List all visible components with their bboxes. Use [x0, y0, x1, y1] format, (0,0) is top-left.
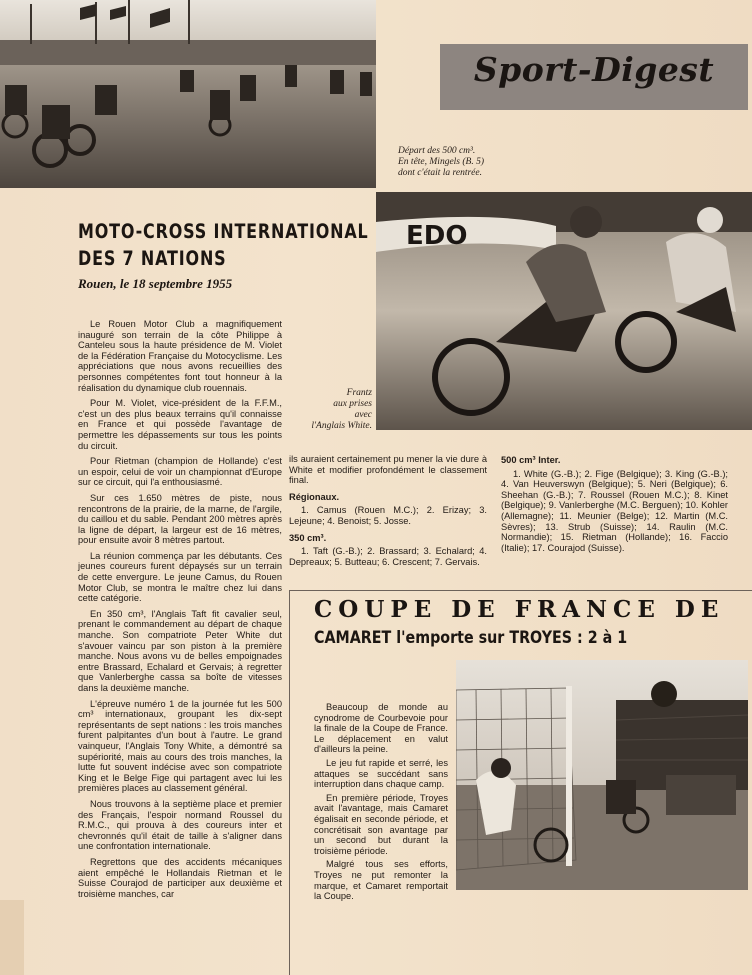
paragraph: Pour M. Violet, vice-président de la F.F.M., c'est un des plus beaux terrains qu'il connaisse en France et qui possède l'avantage de permettre les dépassements sur tous les points du circuit. [78, 398, 282, 451]
results-text: 1. Camus (Rouen M.C.); 2. Erizay; 3. Lejeune; 4. Benoist; 5. Josse. [289, 505, 487, 526]
paragraph: Regrettons que des accidents mécaniques aient empêché le Hollandais Rietman et le Suisse Courajod de participer aux deuxième et troisième manches, car [78, 856, 282, 899]
paragraph: ils auraient certainement pu mener la vie dure à White et modifier profondément le classement final. [289, 454, 487, 486]
paragraph: Sur ces 1.650 mètres de piste, nous rencontrons de la prairie, de la marne, de l'argile, du caillou et du sable. Pendant 200 mètres après la ligne de départ, la largeur est de 16 mètres, pour ensuite avoir 8 mètres partout. [78, 492, 282, 546]
sport-digest-banner [440, 44, 748, 110]
results-heading: 350 cm³. [289, 532, 327, 543]
paragraph: En 350 cm³, l'Anglais Taft fit cavalier seul, prenant le commandement au départ de chaque manche. Son compatriote Peter White dut s'avouer vaincu par son piston à la première manche. Nous avons vu de belles empoignades entre Brassard, Echalard et Gervais; à regretter que Vanlerberghe cassa sa boîte de vitesses dans la deuxième manche. [78, 608, 282, 693]
torn-corner [0, 900, 24, 975]
paragraph: Le jeu fut rapide et serré, les attaques se succédant sans interruption dans chaque camp. [314, 757, 448, 790]
article-column-2 [289, 454, 487, 571]
banner-title: Sport-Digest [473, 50, 715, 89]
headline-line-2: DES 7 NATIONS [78, 247, 227, 270]
rider-caption: Frantz aux prises avec l'Anglais White. [311, 388, 372, 431]
race-start-photo [0, 0, 376, 188]
svg-text:EDO: EDO [406, 221, 468, 251]
results-heading: 500 cm³ Inter. [501, 455, 561, 465]
paragraph: L'épreuve numéro 1 de la journée fut les 500 cm³ internationaux, groupant les dix-sept représentants de sept nations : les trois manches furent palpitantes d'un bout à l'autre. Le grand vainqueur, l'Anglais Tony White, a démontré sa supériorité, mais au cours des trois manches, la lutte fut souvent indécise avec son compatriote King et le Belge Fige qui partagent avec lui les premières places au classement général. [78, 698, 282, 794]
coupe-headline: COUPE DE FRANCE DE [314, 596, 725, 623]
headline-line-1: MOTO-CROSS INTERNATIONAL [78, 220, 369, 243]
paragraph: La réunion commença par les débutants. Ces jeunes coureurs furent dépaysés sur un terrain de cette envergure. Le jeune Camus, du Rouen Motor Club, se montra le maître chez lui dans cette catégorie. [78, 550, 282, 604]
article-headline [78, 218, 369, 272]
results-text: 1. Taft (G.-B.); 2. Brassard; 3. Echalard; 4. Depreaux; 5. Butteau; 6. Crescent; 7. Gervais. [289, 546, 487, 567]
paragraph: Malgré tous ses efforts, Troyes ne put remonter la marque, et Camaret remportait la Coupe. [314, 859, 448, 902]
article-column-1 [78, 319, 282, 904]
results-text: 1. White (G.-B.); 2. Fige (Belgique); 3. King (G.-B.); 4. Van Heuverswyn (Belgique); 5. Neri (Belgique); 6. Sheehan (G.-B.); 7. Roussel (Rouen M.C.); 8. Kinet (Belgique); 9. Vanlerberghe (M.C. Berguen); 10. Kohler (Allemagne); 11. Meunier (Belge); 12. Martin (M.C. Sèvres); 13. Strub (Suisse); 14. Raulin (M.C. Normandie); 15. Rietman (Hollande); 16. Faccio (Italie); 17. Courajod (Suisse). [501, 468, 728, 553]
race-start-caption: Départ des 500 cm³. En tête, Mingels (B. 5) dont c'était la rentrée. [398, 146, 485, 178]
coupe-subheadline: CAMARET l'emporte sur TROYES : 2 à 1 [314, 628, 628, 648]
coupe-column [314, 702, 448, 905]
article-column-3 [501, 455, 728, 557]
rider-photo [376, 192, 752, 430]
paragraph: Nous trouvons à la septième place et premier des Français, l'espoir normand Roussel du R.M.C., qui prouva à des coureurs inter et chevronnés qu'il était de taille à s'aligner dans une confrontation internationale. [78, 798, 282, 852]
article-dateline: Rouen, le 18 septembre 1955 [78, 276, 233, 291]
box-rule-vertical [289, 590, 290, 975]
box-rule-horizontal [289, 590, 752, 591]
paragraph: Pour Rietman (champion de Hollande) c'est un espoir, celui de voir un championnat d'Europe sur ce circuit, qui l'a enthousiasmé. [78, 456, 282, 488]
paragraph: Le Rouen Motor Club a magnifiquement inauguré son terrain de la côte Philippe à Canteleu sous la haute présidence de M. Violet de la Fédération Française du Motocyclisme. Les appréciations que nous avons recueillies des personnes compétentes font tout honneur à la réalisation du dynamique club rouennais. [78, 319, 282, 393]
paragraph: En première période, Troyes avait l'avantage, mais Camaret égalisait en seconde période, et concrétisait son avantage par un second but durant la troisième période. [314, 792, 448, 856]
football-photo [456, 660, 748, 890]
results-heading: Régionaux. [289, 491, 340, 502]
paragraph: Beaucoup de monde au cynodrome de Courbevoie pour la finale de la Coupe de France. Le déplacement en valut d'ailleurs la peine. [314, 702, 448, 755]
